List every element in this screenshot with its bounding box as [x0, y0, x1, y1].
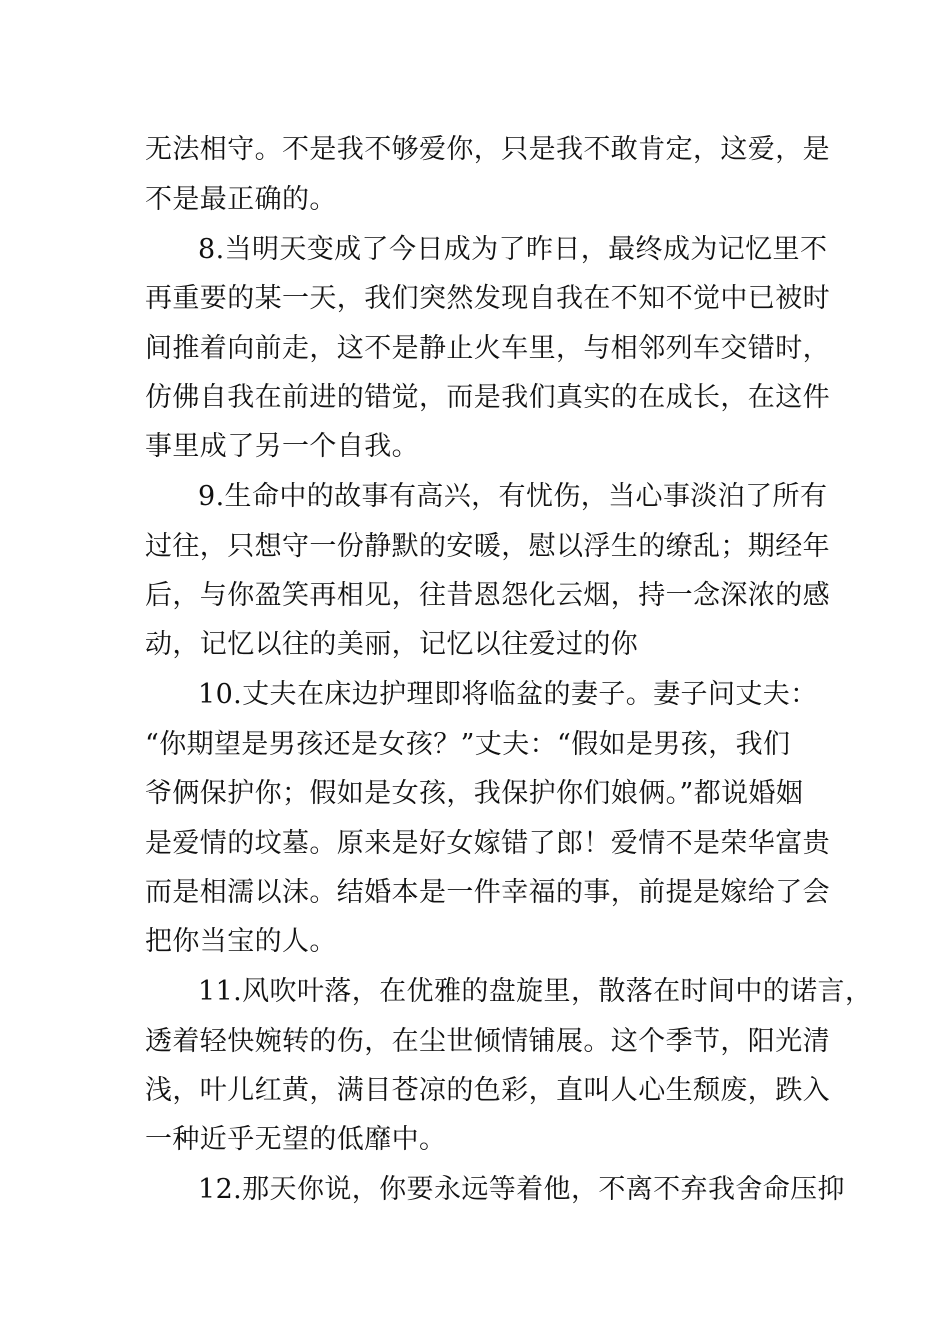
paragraph-start-12: 12.那天你说，你要永远等着他，不离不弃我舍命压抑: [198, 1174, 845, 1205]
text-line: 事里成了另一个自我。: [145, 431, 419, 462]
paragraph-start-9: 9.生命中的故事有高兴，有忧伤，当心事淡泊了所有: [198, 481, 828, 512]
text-line: 后，与你盈笑再相见，往昔恩怨化云烟，持一念深浓的感: [145, 580, 830, 611]
text-line: 而是相濡以沫。结婚本是一件幸福的事，前提是嫁给了会: [145, 877, 830, 908]
paragraph-start-8: 8.当明天变成了今日成为了昨日，最终成为记忆里不: [198, 234, 828, 265]
text-line: 不是最正确的。: [145, 184, 337, 215]
text-line: 浅，叶儿红黄，满目苍凉的色彩，直叫人心生颓废，跌入: [145, 1075, 830, 1106]
text-line: 是爱情的坟墓。原来是好女嫁错了郎！爱情不是荣华富贵: [145, 828, 830, 859]
text-line: 间推着向前走，这不是静止火车里，与相邻列车交错时，: [145, 333, 830, 364]
text-line: 把你当宝的人。: [145, 926, 337, 957]
text-line: 一种近乎无望的低靡中。: [145, 1124, 447, 1155]
paragraph-start-10: 10.丈夫在床边护理即将临盆的妻子。妻子问丈夫：: [198, 679, 818, 710]
text-line: 爷俩保护你；假如是女孩，我保护你们娘俩。”都说婚姻: [145, 778, 804, 809]
text-line: 无法相守。不是我不够爱你，只是我不敢肯定，这爱，是: [145, 134, 830, 165]
text-line: 再重要的某一天，我们突然发现自我在不知不觉中已被时: [145, 283, 830, 314]
text-line: 仿佛自我在前进的错觉，而是我们真实的在成长，在这件: [145, 382, 830, 413]
text-line: 过往，只想守一份静默的安暖，慰以浮生的缭乱；期经年: [145, 531, 830, 562]
text-line: “你期望是男孩还是女孩？”丈夫：“假如是男孩，我们: [145, 729, 791, 760]
paragraph-start-11: 11.风吹叶落，在优雅的盘旋里，散落在时间中的诺言，: [198, 976, 873, 1007]
text-line: 透着轻快婉转的伤，在尘世倾情铺展。这个季节，阳光清: [145, 1026, 830, 1057]
text-line: 动，记忆以往的美丽，记忆以往爱过的你: [145, 629, 639, 660]
